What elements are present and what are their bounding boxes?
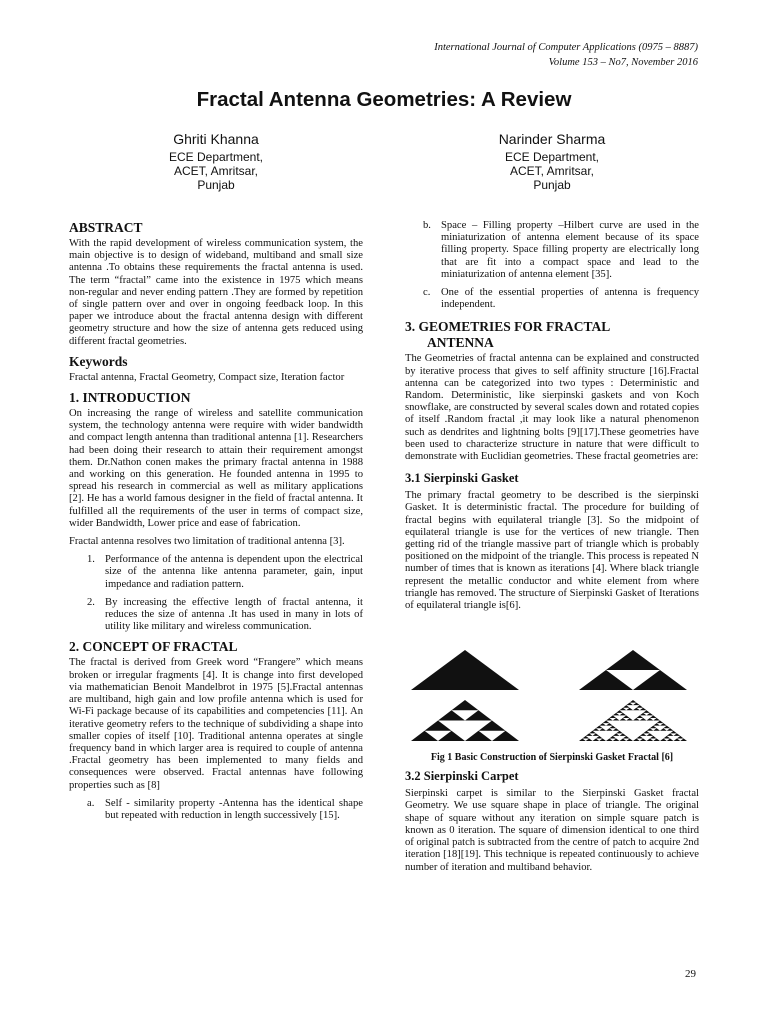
gasket-triangle [613,739,620,742]
gasket-triangle [633,718,640,721]
right-column [405,220,699,880]
gasket-triangle [603,721,610,724]
gasket-triangle [647,728,654,731]
author-1 [116,130,316,192]
list-item [69,597,363,634]
paper-title: Fractal Antenna Geometries: A Review [196,88,572,111]
gasket-triangle [633,708,640,711]
geometries-heading-line-2: ANTENNA [427,335,494,351]
introduction-heading: 1. INTRODUCTION [69,390,191,406]
list-marker: 2. [87,596,95,608]
gasket-triangle [579,670,633,690]
gasket-triangle [411,650,519,690]
carpet-heading: 3.2 Sierpinski Carpet [405,769,519,784]
geometries-heading-line-1: 3. GEOMETRIES FOR FRACTAL [405,319,611,335]
left-column [69,220,363,828]
list-item [69,798,363,822]
gasket-triangle [616,731,623,734]
list-marker: a. [87,797,95,809]
gasket-triangle [633,703,640,706]
gasket-triangle [438,711,465,721]
gasket-paragraph: The primary fractal geometry to be described is the sierpinski Gasket. It is deterministic fractal. The procedure for building of fractal begins with equilateral triangle [3]. So the midpoint of equilateral triangle is use for the vertices of new triangle. Then getting rid of the triangle massive part of triangle which is probably positioned on the midpoint of the triangle. This process is repeated N number of times that is known as iterations [4]. Where black triangle represent the metallic conductor and white element from where triangle has removed. The structure of Sierpinski Gasket of Iterations of equilateral triangle is[6]. [405,490,699,612]
gasket-triangle [630,700,637,703]
gasket-triangle [636,716,643,719]
gasket-triangle [670,731,677,734]
gasket-triangle [653,728,660,731]
gasket-triangle [663,736,670,739]
gasket-triangle [636,736,643,739]
author-2 [452,130,652,192]
gasket-triangle [620,713,627,716]
author-name: Ghriti Khanna [173,131,259,147]
gasket-triangle [589,731,596,734]
gasket-triangle [640,718,647,721]
list-marker: 1. [87,554,95,566]
gasket-triangle [620,718,627,721]
gasket-iteration-1 [579,650,687,690]
gasket-triangle [626,703,633,706]
gasket-triangle [606,723,613,726]
author-inst: ACET, Amritsar, [173,164,259,178]
gasket-triangle [647,739,654,742]
abstract-heading: ABSTRACT [69,220,143,235]
gasket-iteration-2 [411,700,519,741]
gasket-triangle [438,731,465,741]
gasket-triangle [613,718,620,721]
gasket-triangle [613,713,620,716]
gasket-triangle [657,721,664,724]
author-dept: ECE Department, [168,150,264,164]
gasket-triangle [599,739,606,742]
gasket-triangle [599,728,606,731]
gasket-triangle [650,736,657,739]
gasket-triangle [647,713,654,716]
gasket-triangle [653,718,660,721]
journal-name: International Journal of Computer Applications (0975 – 8887) [434,42,698,53]
gasket-triangle [623,736,630,739]
concept-paragraph: The fractal is derived from Greek word “Frangere” which means broken or irregular fragments [4]. It is change into first developed via mathematician Benoit Mandelbrot in 1975 [5].Fractal antennas are multiband, high gain and low profile antenna which is used for Wi-Fi package because of its capabilities and competencies [11]. An iterative geometry refers to the technique of subdividing a shape into smaller copies of itself [10]. Traditional antenna operates at single frequency band in which larger area is required to couple of antenna .Fractal geometry has been implemented to many fields and consequences were observed. Fractal antennas have following properties such as [8] [69,657,363,791]
gasket-triangle [623,705,630,708]
page-number: 29 [685,968,696,980]
gasket-triangle [667,734,674,737]
gasket-triangle [609,726,616,729]
abstract-text: With the rapid development of wireless communication system, the main objective is to design of wideband, multiband and small size antenna .To obtains these requirements the fractal antenna is used. The term “fractal” came into the existence in 1975 which means non-regular and never ending pattern .They are formed by repetition of single pattern over and over in ongoing feedback loop. In this paper we introduce about the fractal antenna design with different geometry structure and how the size of antenna gets reduced using different fractal geometries. [69,238,363,347]
author-inst: ACET, Amritsar, [509,164,595,178]
gasket-triangle [650,726,657,729]
gasket-triangle [582,736,589,739]
gasket-triangle [411,731,438,741]
gasket-triangle [633,739,640,742]
gasket-triangle [653,739,660,742]
gasket-triangle [586,734,593,737]
gasket-triangle [667,728,674,731]
gasket-triangle [647,718,654,721]
list-text: One of the essential properties of antenna is frequency independent. [441,287,699,311]
gasket-triangle [620,734,627,737]
gasket-triangle [643,711,650,714]
introduction-paragraph-1: On increasing the range of wireless and satellite communication system, the technology antenna were require with wider bandwidth and compact length antenna than traditional antenna [1]. Researchers had been doing their research to attain their requirement amongst them. Dr.Nathon conen makes the primary fractal antenna in 1988 and working on this generation. He founded antenna in 1995 to spread his research in commercial as well as military applications [2]. He has a world famous designer in the field of fractal antenna. It fulfilled all the requirements of the user in terms of compact size, wider Bandwidth, Lower price and ease of fabrication. [69,408,363,529]
gasket-triangle [660,739,667,742]
gasket-triangle [465,731,492,741]
author-place: Punjab [533,178,571,192]
list-item [405,287,699,311]
gasket-triangle [626,739,633,742]
gasket-triangle [636,705,643,708]
gasket-triangle [653,723,660,726]
gasket-triangle [596,726,603,729]
gasket-iteration-0 [411,650,519,690]
gasket-triangle [599,723,606,726]
gasket-triangle [640,734,647,737]
author-name: Narinder Sharma [498,131,606,147]
gasket-triangle [626,718,633,721]
list-marker: c. [423,287,431,299]
gasket-triangle [593,734,600,737]
gasket-triangle [609,736,616,739]
concept-heading: 2. CONCEPT OF FRACTAL [69,639,238,655]
gasket-triangle [586,739,593,742]
list-text: By increasing the effective length of fractal antenna, it reduces the size of antenna .It has used in many in lots of utility like military and wireless communication. [105,596,363,633]
gasket-triangle [606,739,613,742]
gasket-triangle [452,700,479,710]
gasket-triangle [667,739,674,742]
gasket-triangle [616,711,623,714]
figure-caption: Fig 1 Basic Construction of Sierpinski Gasket Fractal [6] [430,752,674,764]
gasket-triangle [613,728,620,731]
gasket-triangle [620,708,627,711]
gasket-triangle [623,716,630,719]
gasket-triangle [674,734,681,737]
gasket-heading: 3.1 Sierpinski Gasket [405,471,519,486]
gasket-triangle [633,670,687,690]
gasket-triangle [609,716,616,719]
gasket-triangle [593,728,600,731]
list-text: Self - similarity property -Antenna has the identical shape but repeated with reduction in length successively [15]. [105,797,363,821]
gasket-triangle [650,716,657,719]
list-item [405,220,699,281]
journal-volume: Volume 153 – No7, November 2016 [548,57,698,68]
gasket-triangle [680,739,687,742]
gasket-triangle [606,650,660,670]
geometries-heading [405,319,699,351]
gasket-triangle [596,736,603,739]
gasket-triangle [643,731,650,734]
list-marker: b. [423,220,431,231]
gasket-triangle [620,739,627,742]
geometries-paragraph: The Geometries of fractal antenna can be explained and constructed by iterative process that gives to self affinity structure [16].Fractal antenna can be categorized into two types : Deterministic and Random. Deterministic, like sierpinski gaskets and von Koch snowflake, are constructed by several scales down and rotated copies of itself .Random fractal ,it may look like a natural phenomenon such as dendrites and lightning bolts [9][17].These geometries have been used to characterize structure in nature that were difficult to demonstrate with Euclidian geometries. These fractal geometries are: [405,353,699,463]
gasket-triangle [640,713,647,716]
gasket-iteration-3 [579,700,687,741]
sierpinski-gasket-figure [405,648,699,743]
keywords-text: Fractal antenna, Fractal Geometry, Compact size, Iteration factor [69,371,345,383]
list-text: Performance of the antenna is dependent upon the electrical size of the antenna like antenna parameter, gain, input impedance and radiation pattern. [105,554,363,590]
gasket-triangle [647,734,654,737]
author-place: Punjab [197,178,235,192]
gasket-triangle [425,721,452,731]
gasket-triangle [606,728,613,731]
gasket-triangle [677,736,684,739]
list-text: Space – Filling property –Hilbert curve are used in the miniaturization of antenna element because of its space filling property. Space filling property are electrically long that are fit into a compact space and lead to the miniaturization of antenna element [35]. [441,220,699,280]
gasket-triangle [674,739,681,742]
gasket-triangle [492,731,519,741]
introduction-paragraph-2: Fractal antenna resolves two limitation of traditional antenna [3]. [69,536,345,548]
gasket-triangle [663,726,670,729]
keywords-heading: Keywords [69,353,128,369]
carpet-paragraph: Sierpinski carpet is similar to the Sierpinski Gasket fractal Geometry. We use square shape in place of triangle. The original shape of square without any iteration on simple square patch is known as 0 iteration. The square of dimension identical to one third of original patch is subtracted from the centre of patch to acquire 2nd iteration [18][19]. This technique is repeated continuously to achieve number of iteration and multiband behavior. [405,788,699,873]
gasket-triangle [579,739,586,742]
list-item [69,554,363,591]
gasket-triangle [640,708,647,711]
gasket-triangle [640,739,647,742]
gasket-triangle [465,711,492,721]
gasket-triangle [660,723,667,726]
gasket-triangle [613,734,620,737]
gasket-triangle [479,721,506,731]
gasket-triangle [660,728,667,731]
gasket-triangle [626,708,633,711]
gasket-triangle [606,718,613,721]
author-dept: ECE Department, [504,150,600,164]
gasket-triangle [593,739,600,742]
journal-header [434,40,698,70]
